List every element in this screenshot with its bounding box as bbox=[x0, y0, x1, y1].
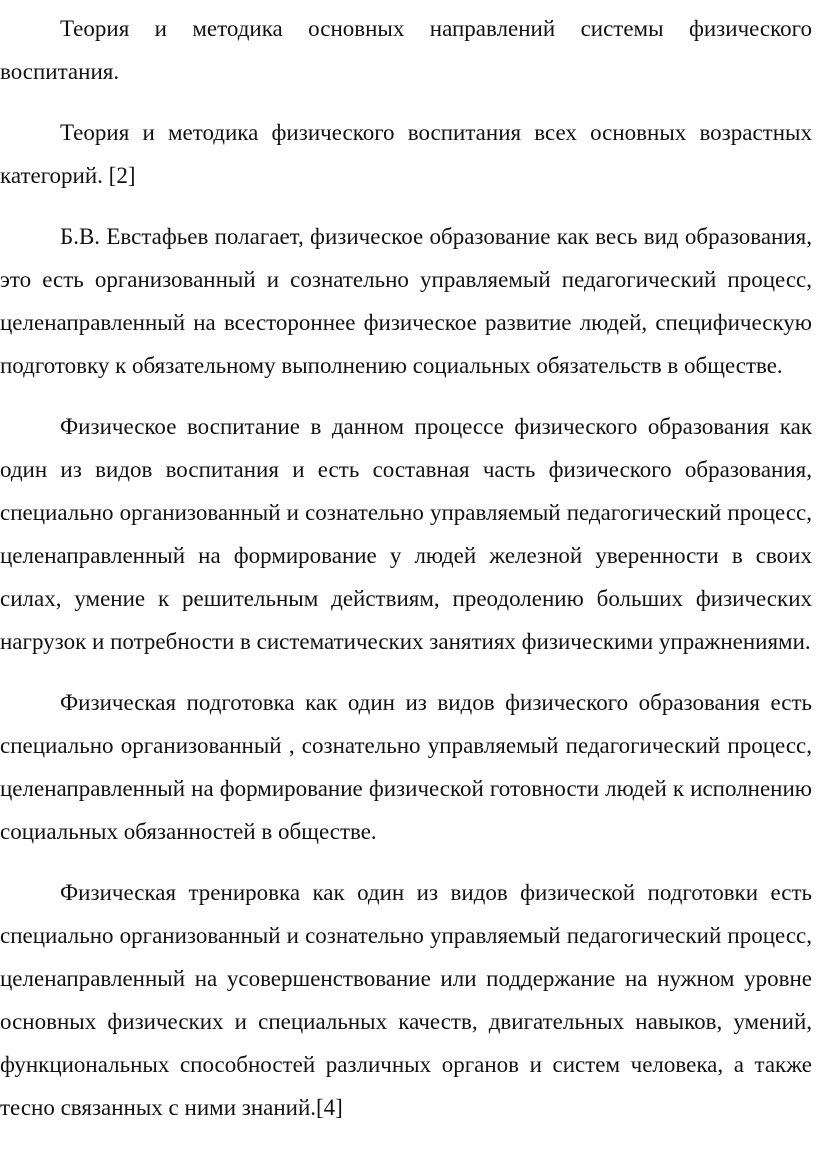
paragraph-physical-upbringing: Физическое воспитание в данном процессе физического образования как один из видов воспитания и есть составная часть физического образования, специально организованный и сознательно управляемый педагогический процесс, целенаправленный на формирование у людей железной уверенности в своих силах, умение к решительным действиям, преодолению больших физических нагрузок и потребности в систематических занятиях физическими упражнениями. bbox=[0, 414, 812, 654]
paragraph-physical-training: Физическая тренировка как один из видов физической подготовки есть специально организованный и сознательно управляемый педагогический процесс, целенаправленный на усовершенствование или поддержание на нужном уровне основных физических и специальных качеств, двигательных навыков, умений, функциональных способностей различных органов и систем человека, а также тесно связанных с ними знаний.[4] bbox=[0, 880, 812, 1120]
paragraph-physical-education: Б.В. Евстафьев полагает, физическое образование как весь вид образования, это есть организованный и сознательно управляемый педагогический процесс, целенаправленный на всестороннее физическое развитие людей, специфическую подготовку к обязательному выполнению социальных обязательств в обществе. bbox=[0, 224, 812, 378]
paragraph-systems-theory: Теория и методика основных направлений системы физического воспитания. bbox=[0, 16, 812, 84]
paragraph-physical-preparation: Физическая подготовка как один из видов физического образования есть специально организованный , сознательно управляемый педагогический процесс, целенаправленный на формирование физической готовности людей к исполнению социальных обязанностей в обществе. bbox=[0, 690, 812, 844]
paragraph-age-categories: Теория и методика физического воспитания всех основных возрастных категорий. [2] bbox=[0, 120, 812, 188]
